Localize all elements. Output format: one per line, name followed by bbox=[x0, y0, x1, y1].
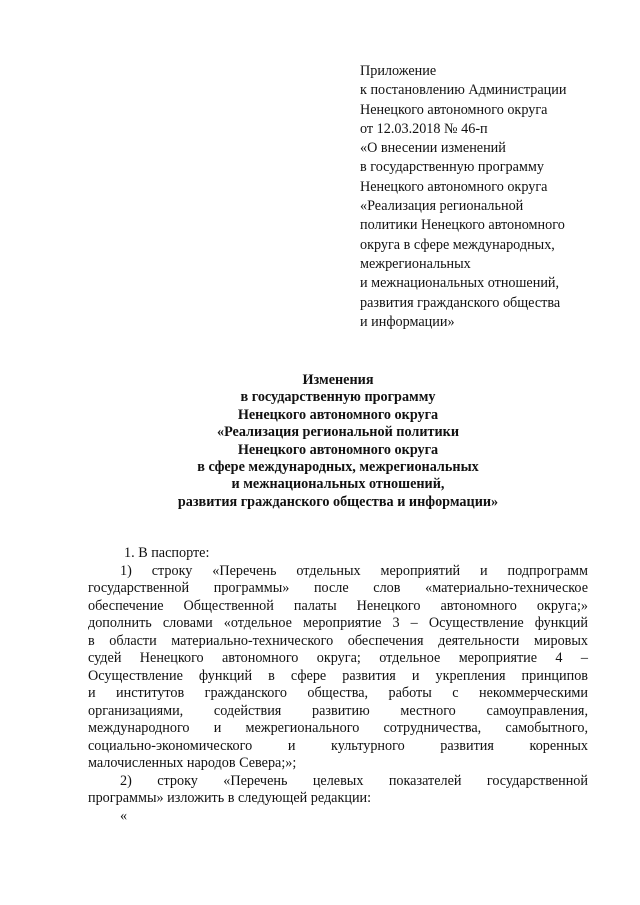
paragraph-line: Осуществление функций в сфере развития и укрепления принципов bbox=[88, 667, 588, 684]
appendix-line: межрегиональных bbox=[360, 255, 471, 272]
paragraph-line: в области материально-технического обеспечения деятельности мировых bbox=[88, 632, 588, 649]
section-heading: 1. В паспорте: bbox=[124, 545, 210, 561]
paragraph-line: международного и межрегионального сотрудничества, самобытного, bbox=[88, 720, 588, 736]
paragraph-line: судей Ненецкого автономного округа; отдельное мероприятие 4 – bbox=[88, 650, 588, 666]
appendix-line: и информации» bbox=[360, 313, 455, 330]
appendix-line: Ненецкого автономного округа bbox=[360, 178, 548, 195]
appendix-line: от 12.03.2018 № 46-п bbox=[360, 120, 488, 137]
title-line: в государственную программу bbox=[240, 389, 436, 406]
paragraph-line: государственной программы» после слов «материально-техническое bbox=[88, 580, 588, 596]
title-line: Изменения bbox=[302, 372, 374, 388]
appendix-header bbox=[360, 62, 630, 332]
appendix-line: в государственную программу bbox=[360, 159, 544, 176]
paragraph-line: программы» изложить в следующей редакции: bbox=[88, 790, 372, 806]
paragraph-line: дополнить словами «отдельное мероприятие 3 – Осуществление функций bbox=[88, 615, 588, 631]
body-text bbox=[88, 545, 588, 825]
paragraph-line: и институтов гражданского общества, работы с некоммерческими bbox=[88, 685, 588, 701]
paragraph-line: 1) строку «Перечень отдельных мероприятий и подпрограмм bbox=[120, 562, 588, 579]
title-line: в сфере международных, межрегиональных bbox=[197, 459, 479, 476]
paragraph-line: социально-экономического и культурного развития коренных bbox=[88, 737, 588, 754]
appendix-line: Приложение bbox=[360, 63, 437, 79]
paragraph-line: организациями, содействия развитию местного самоуправления, bbox=[88, 702, 588, 719]
title-line: Ненецкого автономного округа bbox=[237, 406, 439, 423]
paragraph-line: обеспечение Общественной палаты Ненецкого автономного округа;» bbox=[88, 597, 588, 614]
appendix-line: «Реализация региональной bbox=[360, 198, 524, 215]
appendix-line: округа в сфере международных, bbox=[360, 236, 555, 253]
appendix-line: развития гражданского общества bbox=[360, 294, 561, 311]
appendix-line: «О внесении изменений bbox=[360, 140, 506, 157]
appendix-line: к постановлению Администрации bbox=[360, 82, 567, 99]
paragraph-line: малочисленных народов Севера;»; bbox=[88, 755, 297, 771]
paragraph-line: 2) строку «Перечень целевых показателей государственной bbox=[120, 772, 588, 789]
title-line: развития гражданского общества и информации» bbox=[177, 493, 499, 510]
title-line: «Реализация региональной политики bbox=[216, 424, 460, 441]
quote-open-mark: « bbox=[120, 807, 128, 824]
title-line: и межнациональных отношений, bbox=[231, 476, 445, 493]
document-title bbox=[60, 372, 616, 511]
appendix-line: политики Ненецкого автономного bbox=[360, 217, 565, 234]
appendix-line: и межнациональных отношений, bbox=[360, 275, 560, 292]
appendix-line: Ненецкого автономного округа bbox=[360, 101, 548, 118]
title-line: Ненецкого автономного округа bbox=[237, 441, 439, 458]
